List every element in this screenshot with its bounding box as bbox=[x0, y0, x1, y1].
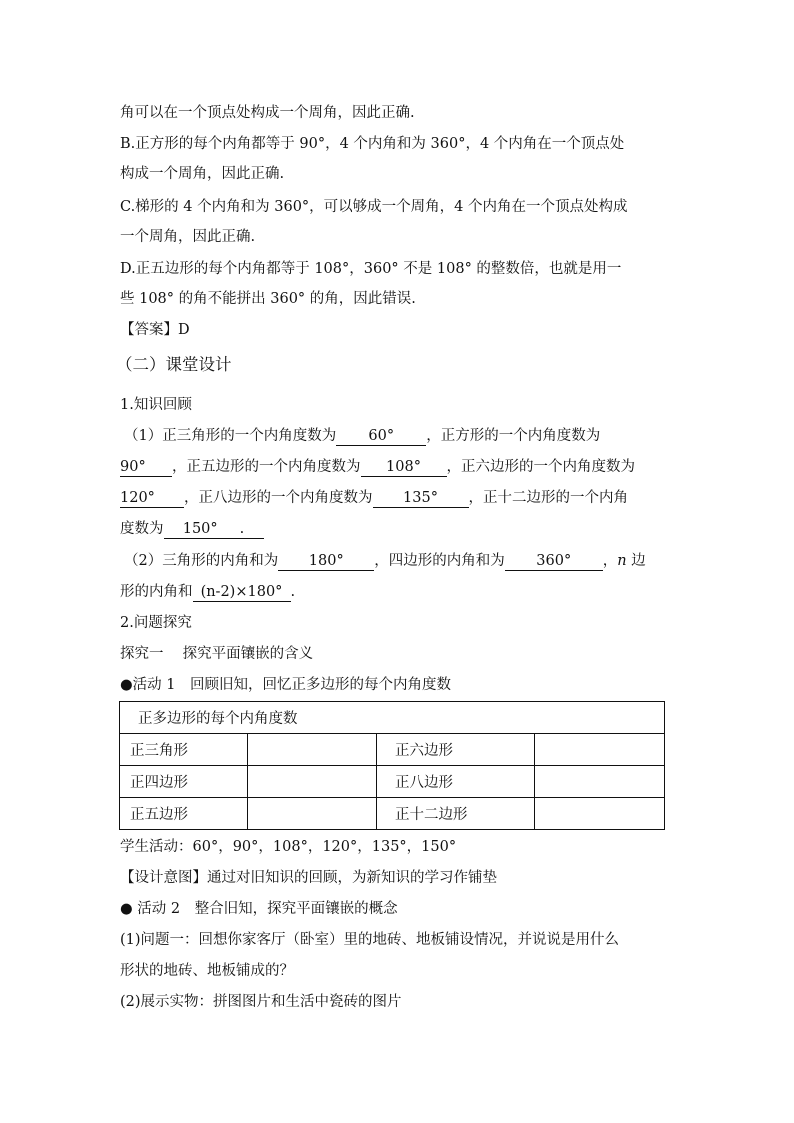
q1-text-3: ，正五边形的一个内角度数为 bbox=[172, 459, 361, 475]
question-1-line-1: (1)问题一：回想你家客厅（卧室）里的地砖、地板铺设情况，并说说是用什么 bbox=[120, 932, 620, 948]
table-cell bbox=[248, 798, 377, 830]
table-row bbox=[120, 734, 665, 766]
explore-title: 2.问题探究 bbox=[120, 615, 192, 631]
q2-text-6: . bbox=[290, 584, 296, 600]
table-row bbox=[120, 766, 665, 798]
q1-answer-dodecagon: 150° . bbox=[164, 520, 264, 539]
q2-text-2: ，四边形的内角和为 bbox=[374, 553, 505, 569]
activity-1: ●活动 1 回顾旧知，回忆正多边形的每个内角度数 bbox=[120, 677, 451, 693]
option-c-line-2: 一个周角，因此正确. bbox=[120, 229, 256, 245]
review-q1-line-4 bbox=[120, 519, 264, 539]
table-cell bbox=[535, 766, 665, 798]
table-cell bbox=[248, 734, 377, 766]
table-cell: 正五边形 bbox=[120, 798, 248, 830]
review-title: 1.知识回顾 bbox=[120, 397, 192, 413]
q1-answer-hexagon: 120° bbox=[120, 489, 184, 508]
explore-one: 探究一 探究平面镶嵌的含义 bbox=[120, 646, 314, 662]
q2-answer-polygon-sum: (n-2)×180° bbox=[193, 583, 291, 602]
polygon-angle-table bbox=[119, 701, 665, 830]
table-header: 正多边形的每个内角度数 bbox=[120, 702, 665, 734]
table-cell bbox=[248, 766, 377, 798]
table-cell bbox=[535, 734, 665, 766]
table-cell: 正四边形 bbox=[120, 766, 248, 798]
option-c-line-1: C.梯形的 4 个内角和为 360°，可以够成一个周角，4 个内角在一个顶点处构成 bbox=[120, 199, 628, 215]
review-q1-line-3 bbox=[120, 488, 628, 508]
table-cell: 正三角形 bbox=[120, 734, 248, 766]
table-cell: 正六边形 bbox=[377, 734, 535, 766]
review-q2-line-1 bbox=[124, 551, 646, 571]
q1-answer-square: 90° bbox=[120, 458, 172, 477]
q1-answer-octagon: 135° bbox=[373, 489, 469, 508]
review-q2-line-2 bbox=[120, 582, 295, 602]
q1-text-7: 度数为 bbox=[120, 521, 164, 537]
option-b-line-2: 构成一个周角，因此正确. bbox=[120, 166, 285, 182]
question-2: (2)展示实物：拼图图片和生活中瓷砖的图片 bbox=[120, 994, 402, 1010]
q2-answer-triangle-sum: 180° bbox=[278, 552, 374, 571]
option-d-line-2: 些 108° 的角不能拼出 360° 的角，因此错误. bbox=[120, 291, 416, 307]
q2-text-1: （2）三角形的内角和为 bbox=[124, 553, 279, 569]
question-1-line-2: 形状的地砖、地板铺成的？ bbox=[120, 963, 294, 979]
table-cell: 正十二边形 bbox=[377, 798, 535, 830]
design-intent: 【设计意图】通过对旧知识的回顾，为新知识的学习作铺垫 bbox=[120, 870, 497, 886]
explanation-line-1: 角可以在一个顶点处构成一个周角，因此正确. bbox=[120, 105, 415, 121]
q2-answer-quad-sum: 360° bbox=[505, 552, 603, 571]
section-heading: （二）课堂设计 bbox=[116, 355, 232, 374]
review-q1-line-2 bbox=[120, 457, 635, 477]
q1-answer-triangle: 60° bbox=[336, 427, 426, 446]
answer-line: 【答案】D bbox=[120, 322, 190, 338]
table-cell: 正八边形 bbox=[377, 766, 535, 798]
q1-text-6: ，正十二边形的一个内角 bbox=[468, 490, 628, 506]
activity-2: ● 活动 2 整合旧知，探究平面镶嵌的概念 bbox=[120, 901, 398, 917]
q1-text-5: ，正八边形的一个内角度数为 bbox=[184, 490, 373, 506]
q2-text-5: 形的内角和 bbox=[120, 584, 193, 600]
q2-n-variable: n bbox=[617, 553, 627, 569]
option-b-line-1: B.正方形的每个内角都等于 90°，4 个内角和为 360°，4 个内角在一个顶点处 bbox=[120, 136, 625, 152]
option-d-line-1: D.正五边形的每个内角都等于 108°，360° 不是 108° 的整数倍，也就是用一 bbox=[120, 261, 622, 277]
review-q1-line-1 bbox=[124, 426, 600, 446]
student-activity: 学生活动：60°，90°，108°，120°，135°，150° bbox=[120, 839, 457, 855]
table-row bbox=[120, 798, 665, 830]
q1-text-4: ，正六边形的一个内角度数为 bbox=[446, 459, 635, 475]
q2-text-4: 边 bbox=[626, 553, 646, 569]
q1-text-2: ，正方形的一个内角度数为 bbox=[426, 428, 601, 444]
q1-text-1: （1）正三角形的一个内角度数为 bbox=[124, 428, 337, 444]
table-cell bbox=[535, 798, 665, 830]
q2-text-3: ， bbox=[602, 553, 618, 569]
q1-answer-pentagon: 108° bbox=[361, 458, 447, 477]
